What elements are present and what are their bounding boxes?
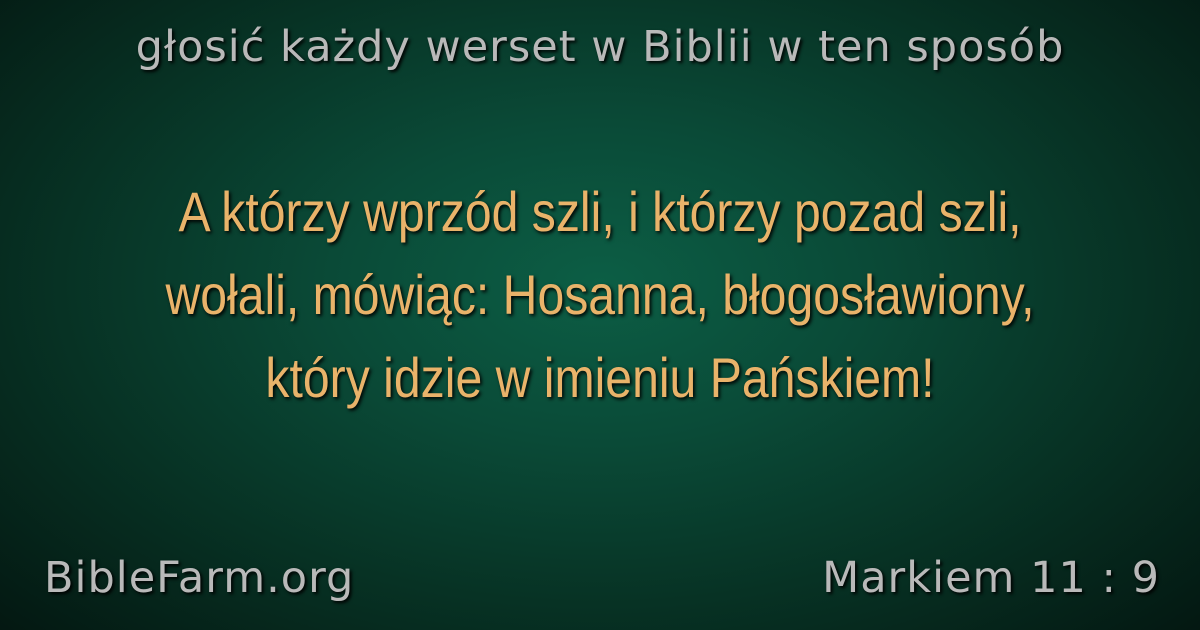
site-name: BibleFarm.org xyxy=(44,553,355,603)
verse-line-2: wołali, mówiąc: Hosanna, błogosławiony, xyxy=(165,263,1035,326)
header-tagline: głosić każdy werset w Biblii w ten sposób xyxy=(135,22,1065,72)
verse-line-3: który idzie w imieniu Pańskiem! xyxy=(265,346,935,409)
verse-line-1: A którzy wprzód szli, i którzy pozad szli, xyxy=(178,180,1022,243)
verse-reference: Markiem 11 : 9 xyxy=(822,553,1160,603)
verse-text xyxy=(118,170,1081,419)
